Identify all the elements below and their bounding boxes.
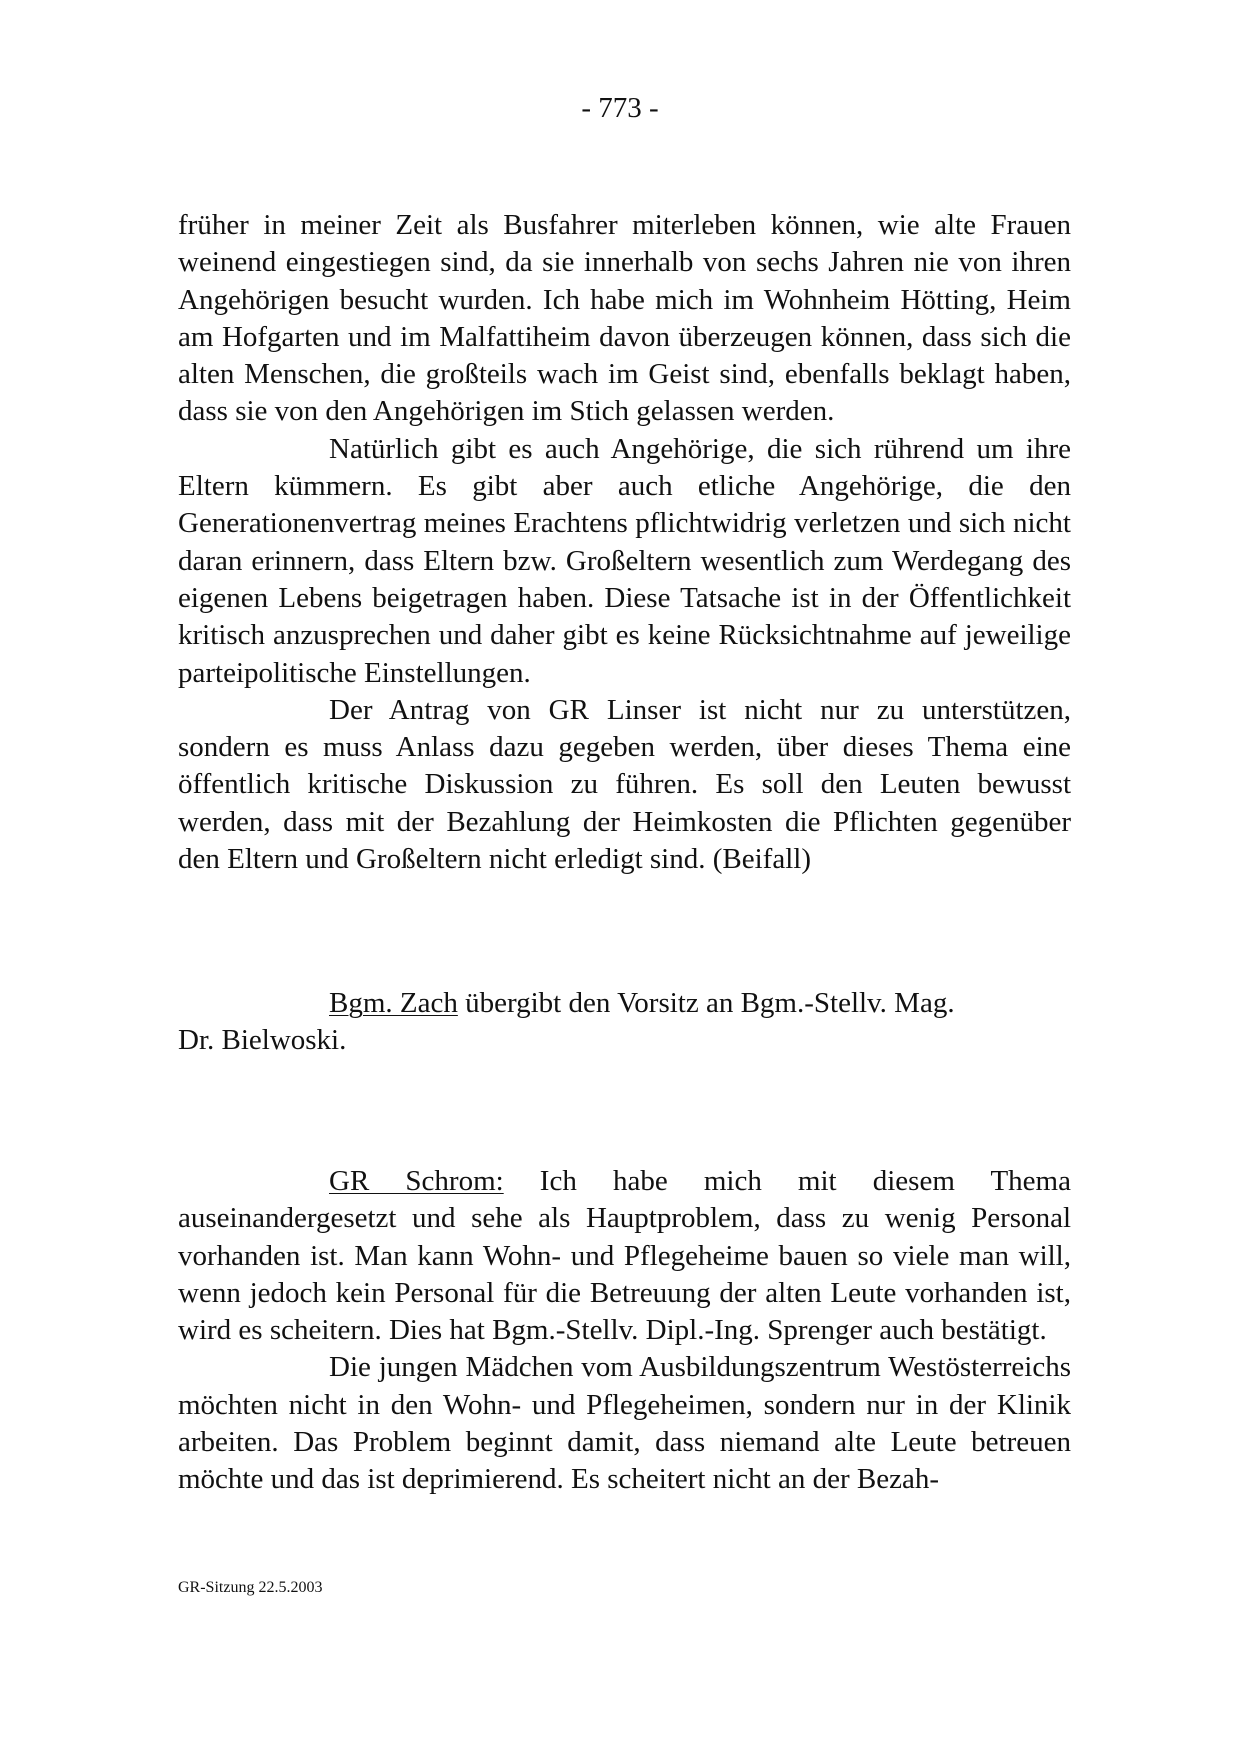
chair-handover-text: übergibt den Vorsitz an Bgm.-Stellv. Mag. (457, 987, 955, 1019)
text-block-schrom-speech (178, 1163, 1071, 1499)
speaker-name-zach: Bgm. Zach (329, 987, 458, 1019)
chair-handover-line-2: Dr. Bielwoski. (178, 1024, 347, 1057)
chair-handover-line (178, 985, 1071, 1022)
text-block-speech-continuation (178, 207, 1071, 878)
paragraph-4 (178, 1163, 1071, 1349)
page-number: - 773 - (581, 92, 659, 124)
paragraph-4-text: Ich habe mich mit diesem Thema auseinandergesetzt und sehe als Hauptproblem, dass zu wenig Personal vorhanden ist. Man kann Wohn- und Pflegeheime bauen so viele man will, wenn jedoch kein Personal für die Betreuung der alten Leute vorhanden ist, wird es scheitern. Dies hat Bgm.-Stellv. Dipl.-Ing. Sprenger auch bestätigt. (178, 1165, 1071, 1347)
paragraph-5: Die jungen Mädchen vom Ausbildungszentrum Westösterreichs möchten nicht in den Wohn- und Pflegeheimen, sondern nur in der Klinik arbeiten. Das Problem beginnt damit, dass niemand alte Leute betreuen möchte und das ist deprimierend. Es scheitert nicht an der Bezah- (178, 1351, 1071, 1496)
paragraph-2: Natürlich gibt es auch Angehörige, die sich rührend um ihre Eltern kümmern. Es gibt aber auch etliche Angehörige, die den Generationenvertrag meines Erachtens pflichtwidrig verletzen und sich nicht daran erinnern, dass Eltern bzw. Großeltern wesentlich zum Werdegang des eigenen Lebens beigetragen haben. Diese Tatsache ist in der Öffentlichkeit kritisch anzusprechen und daher gibt es keine Rücksichtnahme auf jeweilige parteipolitische Einstellungen. (178, 432, 1071, 689)
paragraph-1: früher in meiner Zeit als Busfahrer miterleben können, wie alte Frauen weinend eingestiegen sind, da sie innerhalb von sechs Jahren nie von ihren Angehörigen besucht wurden. Ich habe mich im Wohnheim Hötting, Heim am Hofgarten und im Malfattiheim davon überzeugen können, dass sich die alten Menschen, die großteils wach im Geist sind, ebenfalls beklagt haben, dass sie von den Angehörigen im Stich gelassen werden. (178, 209, 1071, 428)
page-footer: GR-Sitzung 22.5.2003 (178, 1579, 323, 1596)
paragraph-3: Der Antrag von GR Linser ist nicht nur zu unterstützen, sondern es muss Anlass dazu gegeben werden, über dieses Thema eine öffentlich kritische Diskussion zu führen. Es soll den Leuten bewusst werden, dass mit der Bezahlung der Heimkosten die Pflichten gegenüber den Eltern und Großeltern nicht erledigt sind. (Beifall) (178, 693, 1071, 876)
speaker-name-schrom: GR Schrom: (329, 1165, 504, 1197)
text-block-chair-handover (178, 985, 1071, 1060)
